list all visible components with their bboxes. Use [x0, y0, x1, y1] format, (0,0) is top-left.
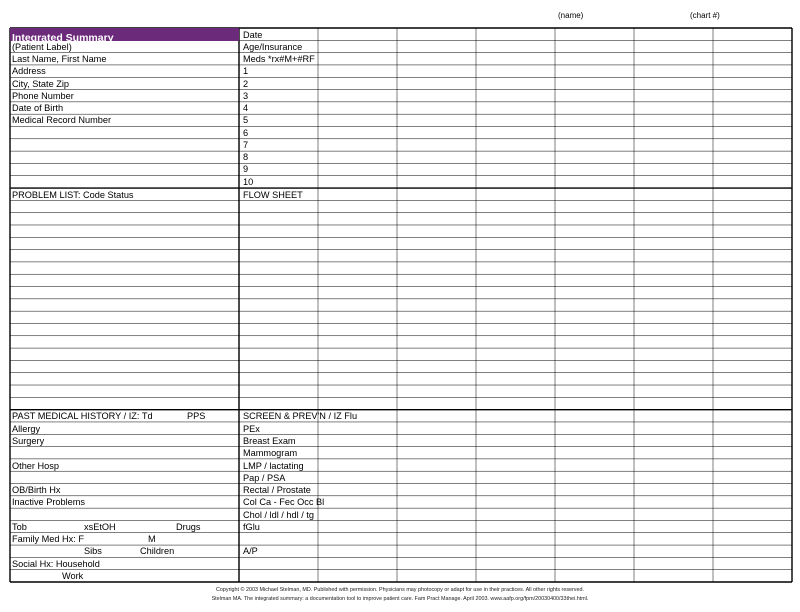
surgery-label: Surgery — [12, 436, 45, 446]
address-field: Address — [12, 66, 46, 76]
problem-list-header: PROBLEM LIST: Code Status — [12, 190, 134, 200]
social-hx-label: Social Hx: Household — [12, 559, 100, 569]
med-row-4: 4 — [243, 103, 249, 113]
drugs-label: Drugs — [176, 522, 201, 532]
med-row-8: 8 — [243, 152, 249, 162]
age-insurance-label: Age/Insurance — [243, 42, 303, 52]
name-field: Last Name, First Name — [12, 54, 107, 64]
ob-birth-label: OB/Birth Hx — [12, 485, 61, 495]
screen-fglu: fGlu — [243, 522, 260, 532]
screen-mammogram: Mammogram — [243, 448, 298, 458]
other-hosp-label: Other Hosp — [12, 461, 59, 471]
screen-lmp: LMP / lactating — [243, 461, 304, 471]
med-row-5: 5 — [243, 115, 249, 125]
sibs-label: Sibs — [84, 546, 102, 556]
screen-ap: A/P — [243, 546, 258, 556]
mrn-field: Medical Record Number — [12, 115, 112, 125]
chart-number-label: (chart #) — [690, 11, 720, 20]
screen-breast-exam: Breast Exam — [243, 436, 296, 446]
screen-pex: PEx — [243, 424, 260, 434]
family-m-label: M — [148, 534, 156, 544]
med-row-3: 3 — [243, 91, 249, 101]
meds-label: Meds *rx#M+#RF — [243, 54, 315, 64]
screen-rectal-prostate: Rectal / Prostate — [243, 485, 311, 495]
dob-field: Date of Birth — [12, 103, 64, 113]
med-row-2: 2 — [243, 79, 249, 89]
pmh-header: PAST MEDICAL HISTORY / IZ: Td — [12, 411, 153, 421]
date-label: Date — [243, 30, 263, 40]
title-bar — [10, 28, 239, 44]
city-state-zip-field: City, State Zip — [12, 79, 70, 89]
footer-copyright: Copyright © 2003 Michael Stelman, MD. Published with permission. Physicians may photocopy or adapt for use in their practices. All other rights reserved. — [215, 587, 584, 593]
screen-chol: Chol / ldl / hdl / tg — [243, 510, 314, 520]
footer-citation: Stelman MA. The integrated summary: a documentation tool to improve patient care. Fam Pract Manage. April 2003. www.aafp.org/fpm/20030400/33thei.html. — [211, 596, 589, 602]
family-hx-label: Family Med Hx: F — [12, 534, 84, 544]
work-label: Work — [62, 571, 84, 581]
flow-sheet-header: FLOW SHEET — [243, 190, 303, 200]
med-row-9: 9 — [243, 164, 249, 174]
children-label: Children — [140, 546, 175, 556]
med-row-7: 7 — [243, 140, 249, 150]
med-row-6: 6 — [243, 128, 249, 138]
xsetoh-label: xsEtOH — [84, 522, 116, 532]
med-row-10: 10 — [243, 177, 254, 187]
allergy-label: Allergy — [12, 424, 41, 434]
pps-label: PPS — [187, 411, 206, 421]
phone-field: Phone Number — [12, 91, 74, 101]
screen-col-ca: Col Ca - Fec Occ Bl — [243, 497, 325, 507]
med-row-1: 1 — [243, 66, 249, 76]
form-title: Integrated Summary — [12, 32, 114, 44]
inactive-problems-label: Inactive Problems — [12, 497, 86, 507]
screen-pap-psa: Pap / PSA — [243, 473, 286, 483]
name-label: (name) — [558, 11, 584, 20]
patient-label-field: (Patient Label) — [12, 42, 72, 52]
tob-label: Tob — [12, 522, 27, 532]
screen-header: SCREEN & PREV'N / IZ Flu — [243, 411, 358, 421]
